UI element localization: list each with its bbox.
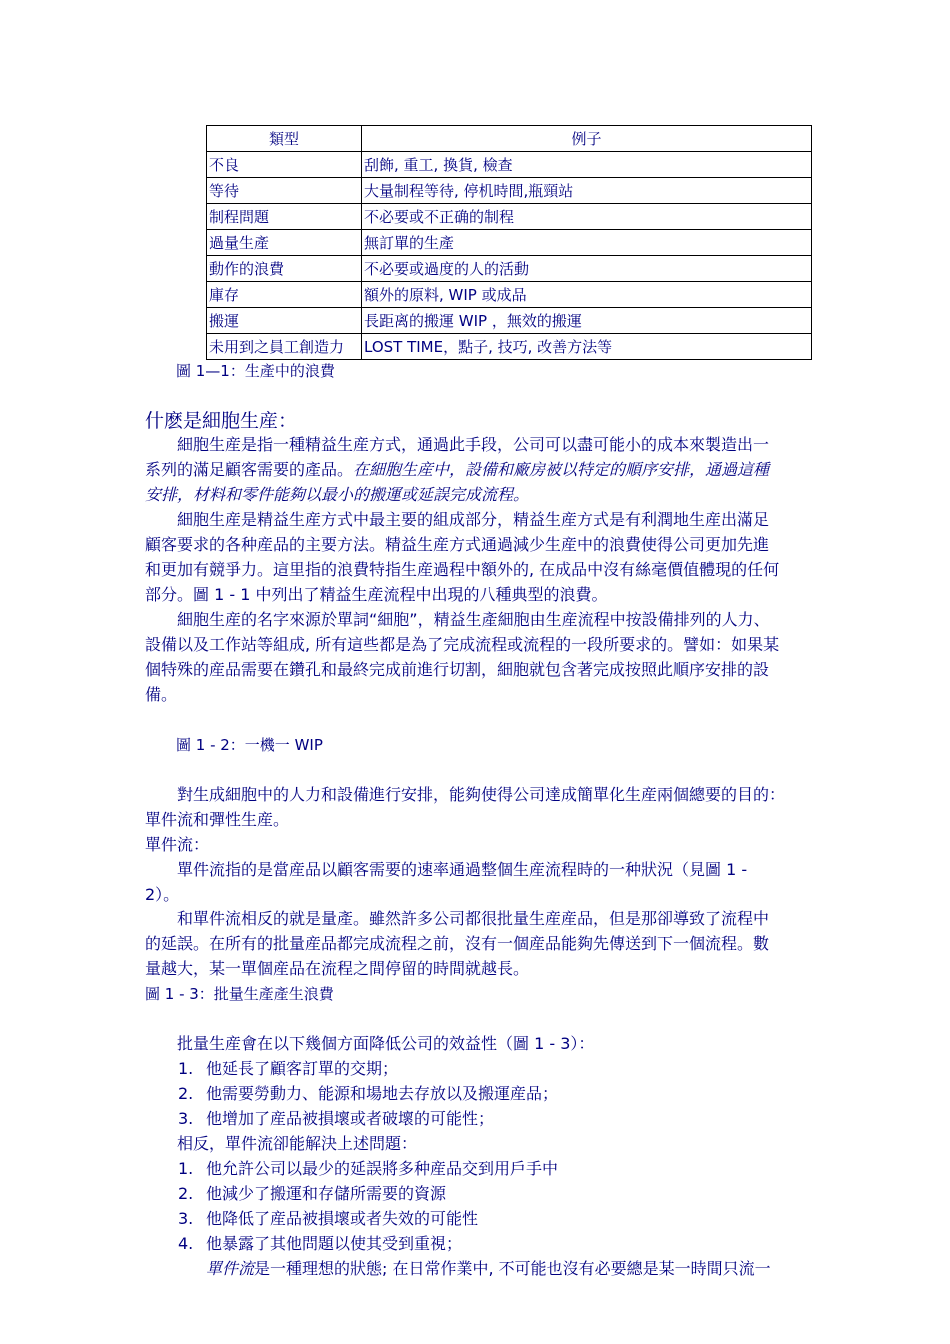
text-line: 對生成細胞中的人力和設備進行安排，能夠使得公司達成簡單化生産兩個總要的目的： [177,785,786,804]
text-line: 顧客要求的各种産品的主要方法。精益生産方式通過減少生産中的浪費使得公司更加先進 [145,535,770,554]
table-header-type: 類型 [207,126,362,152]
section-heading: 什麽是細胞生産： [145,410,298,432]
table-cell: 無訂單的生產 [362,230,812,256]
text-line [206,1256,816,1281]
subheading-single-piece-flow [145,832,815,857]
figure-caption-1-3: 圖 1 - 3：批量生產產生浪費 [145,985,334,1003]
list-number: 3. [178,1209,194,1228]
table-header-row [207,126,812,152]
table-row [207,178,812,204]
single-flow-benefits-list [178,1156,558,1256]
table-row [207,152,812,178]
emphasized-text: 安排，材料和零件能夠以最小的搬運或延誤完成流程。 [145,485,530,504]
paragraph-7 [145,1031,815,1056]
emphasized-text: 單件流 [206,1259,255,1278]
text-run: 系列的滿足顧客需要的產品。 [145,460,354,479]
table-cell: 未用到之員工創造力 [207,334,362,360]
table-cell: 動作的浪費 [207,256,362,282]
list-text: 他需要勞動力、能源和場地去存放以及搬運産品； [206,1084,559,1103]
text-line: 相反，單件流卻能解決上述問題： [177,1134,418,1153]
list-number: 1. [178,1059,194,1078]
list-item [178,1156,558,1181]
table-cell: 刮飾, 重工, 換貨, 檢查 [362,152,812,178]
batch-drawbacks-list [178,1056,558,1131]
paragraph-2 [145,507,815,607]
paragraph-9 [206,1256,816,1281]
emphasized-text: 在細胞生産中，設備和廠房被以特定的順序安排，通過這種 [353,460,770,479]
table-row [207,256,812,282]
list-item [178,1206,558,1231]
list-item [178,1231,558,1256]
table-row [207,230,812,256]
list-number: 3. [178,1109,194,1128]
table-row [207,282,812,308]
waste-types-table [206,125,812,360]
text-line: 單件流和彈性生産。 [145,810,290,829]
text-line: 部分。圖 1 - 1 中列出了精益生産流程中出現的八種典型的浪費。 [145,585,608,604]
table-cell: 制程問題 [207,204,362,230]
list-number: 4. [178,1234,194,1253]
text-line: 批量生産會在以下幾個方面降低公司的效益性（圖 1 - 3）： [177,1034,595,1053]
table-cell: 過量生產 [207,230,362,256]
list-text: 他允許公司以最少的延誤將多种産品交到用戶手中 [206,1159,559,1178]
text-line: 量越大，某一單個産品在流程之間停留的時間就越長。 [145,959,530,978]
text-run: 是一種理想的狀態; 在日常作業中, 不可能也沒有必要總是某一時間只流一 [254,1259,771,1278]
list-text: 他降低了産品被損壞或者失效的可能性 [206,1209,479,1228]
paragraph-6 [145,906,815,981]
table-row [207,308,812,334]
text-line: 設備以及工作站等組成, 所有這些都是為了完成流程或流程的一段所要求的。譬如：如果某 [145,635,780,654]
table-cell: 不良 [207,152,362,178]
table-cell: 搬運 [207,308,362,334]
list-text: 他暴露了其他問題以使其受到重視； [206,1234,463,1253]
text-line [145,457,815,482]
list-item [178,1106,558,1131]
text-line: 細胞生産是精益生産方式中最主要的組成部分，精益生産方式是有利潤地生産出滿足 [177,510,770,529]
table-cell: LOST TIME，點子, 技巧, 改善方法等 [362,334,812,360]
text-line: 備。 [145,685,178,704]
table-row [207,204,812,230]
paragraph-1 [145,432,815,507]
table-cell: 庫存 [207,282,362,308]
list-text: 他減少了搬運和存儲所需要的資源 [206,1184,447,1203]
text-line: 細胞生産是指一種精益生産方式，通過此手段，公司可以盡可能小的成本來製造出一 [177,435,770,454]
list-number: 2. [178,1084,194,1103]
figure-caption-1-2: 圖 1 - 2：一機一 WIP [176,736,323,754]
table-cell: 長距离的搬運 WIP ，無效的搬運 [362,308,812,334]
text-line: 單件流指的是當産品以顧客需要的速率通過整個生産流程時的一种狀況（見圖 1 - [177,860,748,879]
paragraph-5 [145,857,815,907]
table-cell: 額外的原料, WIP 或成品 [362,282,812,308]
text-line: 的延誤。在所有的批量産品都完成流程之前，沒有一個産品能夠先傳送到下一個流程。數 [145,934,770,953]
table-header-example: 例子 [362,126,812,152]
text-line: 單件流： [145,835,210,854]
table-row [207,334,812,360]
list-item [178,1056,558,1081]
table-cell: 不必要或過度的人的活動 [362,256,812,282]
text-line: 個特殊的産品需要在鑽孔和最終完成前進行切割，細胞就包含著完成按照此順序安排的設 [145,660,770,679]
list-number: 1. [178,1159,194,1178]
paragraph-8 [145,1131,815,1156]
paragraph-4 [145,782,815,832]
list-text: 他延長了顧客訂單的交期； [206,1059,399,1078]
list-item [178,1081,558,1106]
list-text: 他增加了産品被損壞或者破壞的可能性； [206,1109,495,1128]
table-cell: 不必要或不正确的制程 [362,204,812,230]
text-line: 細胞生産的名字來源於單詞“細胞”，精益生產細胞由生産流程中按設備排列的人力、 [177,610,770,629]
table-cell: 大量制程等待, 停机時間,瓶頸站 [362,178,812,204]
list-item [178,1181,558,1206]
paragraph-3 [145,607,815,707]
figure-caption-1-1: 圖 1—1：生產中的浪費 [176,362,335,380]
table-cell: 等待 [207,178,362,204]
text-line: 2）。 [145,885,180,904]
list-number: 2. [178,1184,194,1203]
text-line: 和更加有競爭力。這里指的浪費特指生産過程中額外的, 在成品中沒有絲毫價值體現的任何 [145,560,780,579]
text-line [145,482,815,507]
text-line: 和單件流相反的就是量產。雖然許多公司都很批量生産産品，但是那卻導致了流程中 [177,909,770,928]
